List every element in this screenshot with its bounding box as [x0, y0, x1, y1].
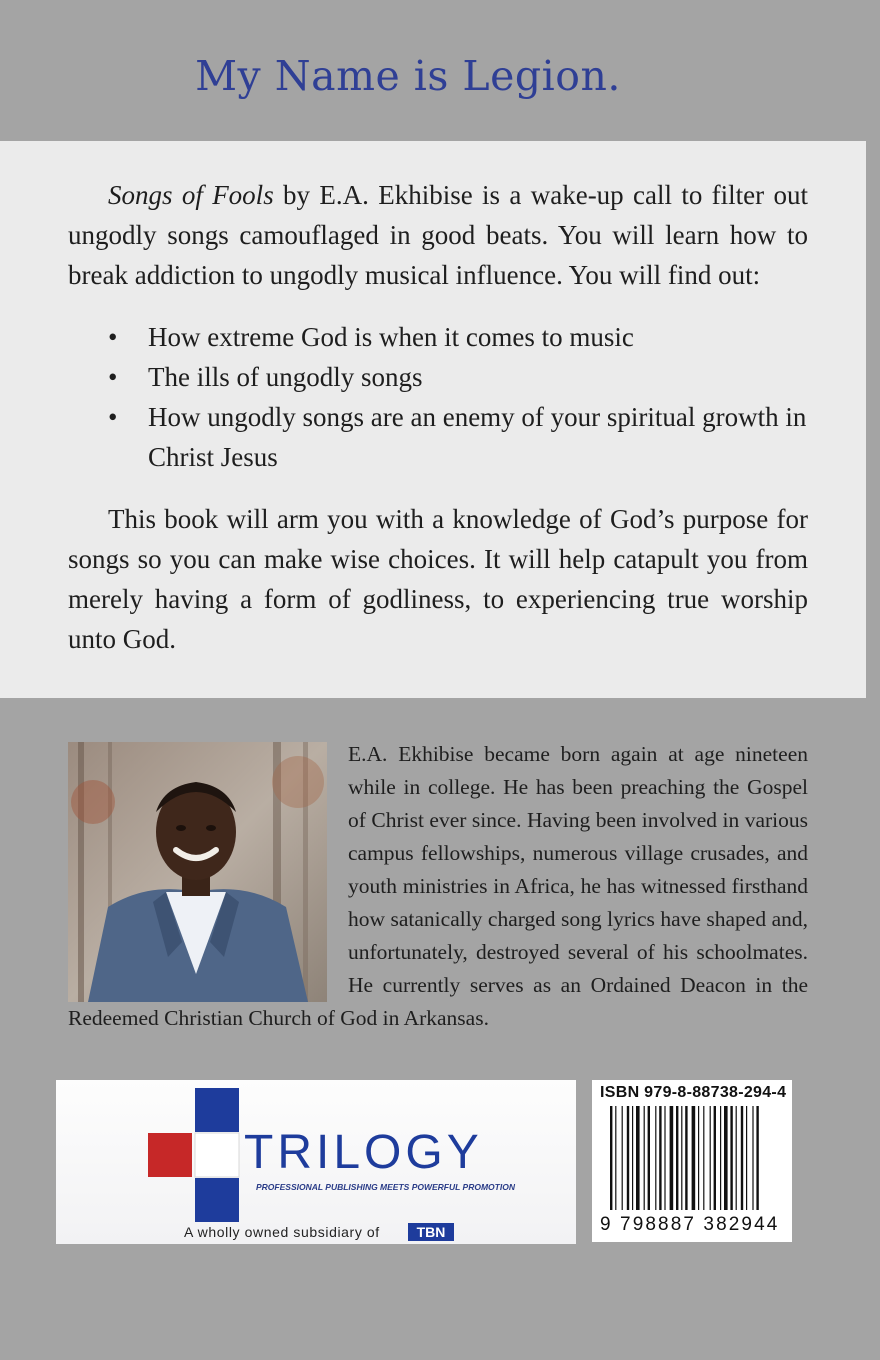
barcode-bar: [730, 1106, 732, 1210]
publisher-name: TRILOGY: [244, 1126, 483, 1179]
barcode-bar: [681, 1106, 682, 1210]
closing-paragraph: This book will arm you with a knowledge of God’s purpose for songs so you can make wise choices. It will help catapult you from merely having a form of godliness, to experiencing true worship unto God.: [68, 504, 808, 654]
list-item-text: How ungodly songs are an enemy of your spiritual growth in Christ Jesus: [148, 402, 807, 472]
barcode-bar: [655, 1106, 656, 1210]
barcode-bar: [636, 1106, 640, 1210]
author-bio: [68, 738, 808, 1035]
barcode-bar: [714, 1106, 716, 1210]
barcode-bar: [710, 1106, 711, 1210]
book-blurb-panel: [0, 141, 866, 698]
bullet-icon: •: [108, 362, 118, 392]
subsidiary-text: A wholly owned subsidiary of: [184, 1224, 380, 1240]
barcode-bar: [622, 1106, 623, 1210]
barcode-bar: [720, 1106, 721, 1210]
list-item: [68, 397, 808, 477]
barcode-bar: [615, 1106, 616, 1210]
book-title: Songs of Fools: [108, 180, 274, 210]
list-item: [68, 357, 808, 397]
bullet-icon: •: [108, 322, 118, 352]
list-item-text: The ills of ungodly songs: [148, 362, 423, 392]
publisher-logo-panel: [56, 1080, 576, 1244]
barcode-bar: [741, 1106, 743, 1210]
benefit-list: [68, 317, 808, 477]
list-item: [68, 317, 808, 357]
isbn-number: ISBN 979-8-88738-294-4: [600, 1084, 787, 1101]
barcode-bar: [648, 1106, 650, 1210]
cover-headline: My Name is Legion.: [195, 52, 621, 100]
barcode-bar: [664, 1106, 665, 1210]
bullet-icon: •: [108, 402, 118, 432]
barcode-bar: [746, 1106, 747, 1210]
list-item-text: How extreme God is when it comes to music: [148, 322, 634, 352]
barcode-bar: [659, 1106, 661, 1210]
barcode-bar: [703, 1106, 704, 1210]
parent-company: TBN: [416, 1224, 446, 1240]
barcode-bar: [756, 1106, 758, 1210]
isbn-barcode: [592, 1080, 792, 1242]
barcode-bar: [736, 1106, 737, 1210]
barcode-bar: [692, 1106, 696, 1210]
trilogy-cross-icon: [148, 1088, 239, 1222]
barcode-bar: [632, 1106, 633, 1210]
barcode-bar: [610, 1106, 612, 1210]
barcode-bar: [698, 1106, 699, 1210]
intro-text: by E.A. Ekhibise is a wake-up call to filter out ungodly songs camouflaged in good beats. You will learn how to break addiction to ungodly musical influence. You will find out:: [68, 180, 809, 290]
author-bio-text: E.A. Ekhibise became born again at age nineteen while in college. He has been preaching the Gospel of Christ ever since. Having been involved in various campus fellowships, numerous village crusades, and youth ministries in Africa, he has witnessed firsthand how satanically charged song lyrics have shaped and, unfortunately, destroyed several of his schoolmates. He currently serves as an Ordained Deacon in the Redeemed Christian Church of God in Arkansas.: [68, 742, 808, 1030]
barcode-bar: [685, 1106, 687, 1210]
barcode-bar: [724, 1106, 728, 1210]
ean-digits: 9 798887 382944: [600, 1214, 780, 1235]
barcode-bar: [670, 1106, 674, 1210]
barcode-bar: [752, 1106, 753, 1210]
barcode-bar: [644, 1106, 645, 1210]
barcode-bar: [627, 1106, 629, 1210]
publisher-tagline: PROFESSIONAL PUBLISHING MEETS POWERFUL PROMOTION: [256, 1182, 515, 1192]
intro-paragraph: [68, 175, 808, 295]
book-blurb: [68, 175, 808, 659]
barcode-bar: [676, 1106, 678, 1210]
photo-spacer: [68, 738, 348, 1002]
